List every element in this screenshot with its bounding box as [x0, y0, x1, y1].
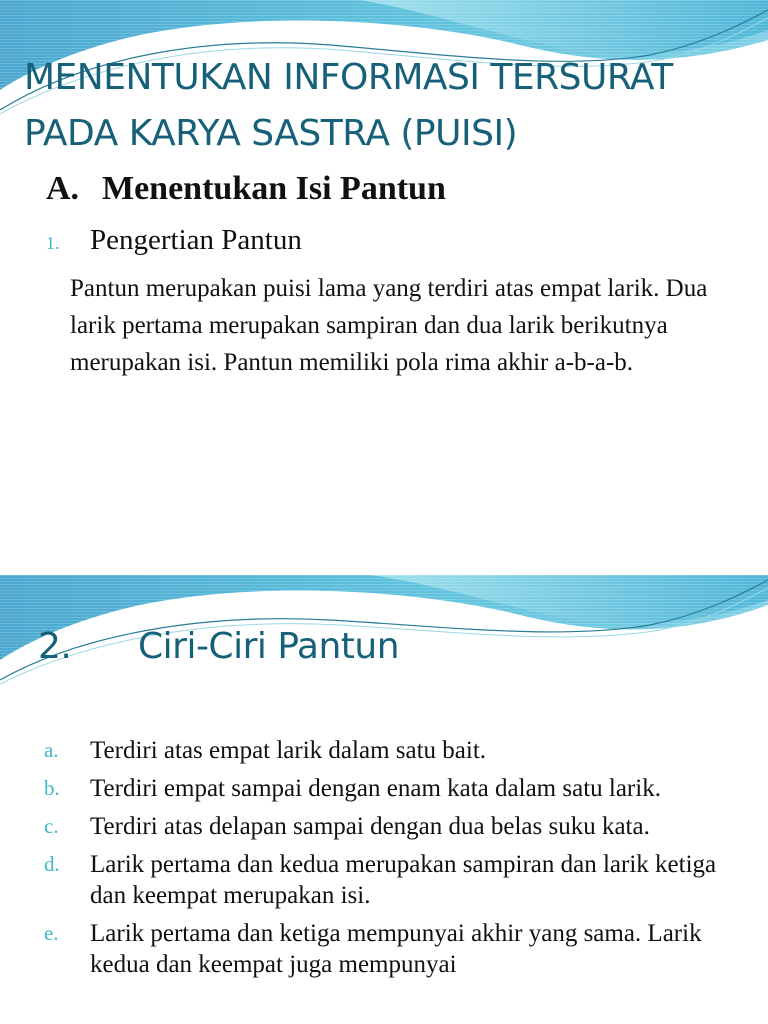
subheading-text: Pengertian Pantun: [90, 224, 302, 256]
list-item-text: Larik pertama dan ketiga mempunyai akhir yang sama. Larik kedua dan keempat juga mempunyai: [90, 920, 702, 978]
characteristics-list: [44, 735, 724, 987]
list-marker: b.: [44, 776, 60, 800]
list-item-text: Terdiri empat sampai dengan enam kata dalam satu larik.: [90, 775, 661, 802]
list-item: [44, 811, 724, 842]
list-item-text: Terdiri atas empat larik dalam satu bait.: [90, 737, 487, 764]
list-marker: e.: [44, 921, 59, 945]
list-marker: a.: [44, 738, 59, 762]
title-text: Ciri-Ciri Pantun: [138, 626, 400, 667]
list-item-text: Terdiri atas delapan sampai dengan dua belas suku kata.: [90, 813, 650, 840]
section-heading: [46, 170, 446, 208]
list-marker: d.: [44, 852, 60, 876]
definition-paragraph: Pantun merupakan puisi lama yang terdiri atas empat larik. Dua larik pertama merupakan sampiran dan dua larik berikutnya merupakan isi. Pantun memiliki pola rima akhir a-b-a-b.: [70, 275, 708, 376]
list-item: [44, 918, 724, 980]
list-marker: c.: [44, 814, 59, 838]
subheading: [46, 224, 302, 257]
slide-title: [24, 50, 764, 162]
slide-title: [38, 625, 399, 669]
section-heading-text: Menentukan Isi Pantun: [102, 170, 446, 207]
section-letter: A.: [46, 170, 80, 207]
title-line-2: PADA KARYA SASTRA (PUISI): [24, 113, 518, 154]
list-item-text: Larik pertama dan kedua merupakan sampiran dan larik ketiga dan keempat merupakan isi.: [90, 851, 717, 909]
list-item: [44, 773, 724, 804]
list-item: [44, 849, 724, 911]
title-line-1: MENENTUKAN INFORMASI TERSURAT: [24, 57, 673, 98]
title-number: 2.: [38, 626, 72, 667]
slide-2: [0, 575, 768, 1024]
list-item: [44, 735, 724, 766]
subheading-number: 1.: [46, 233, 60, 253]
